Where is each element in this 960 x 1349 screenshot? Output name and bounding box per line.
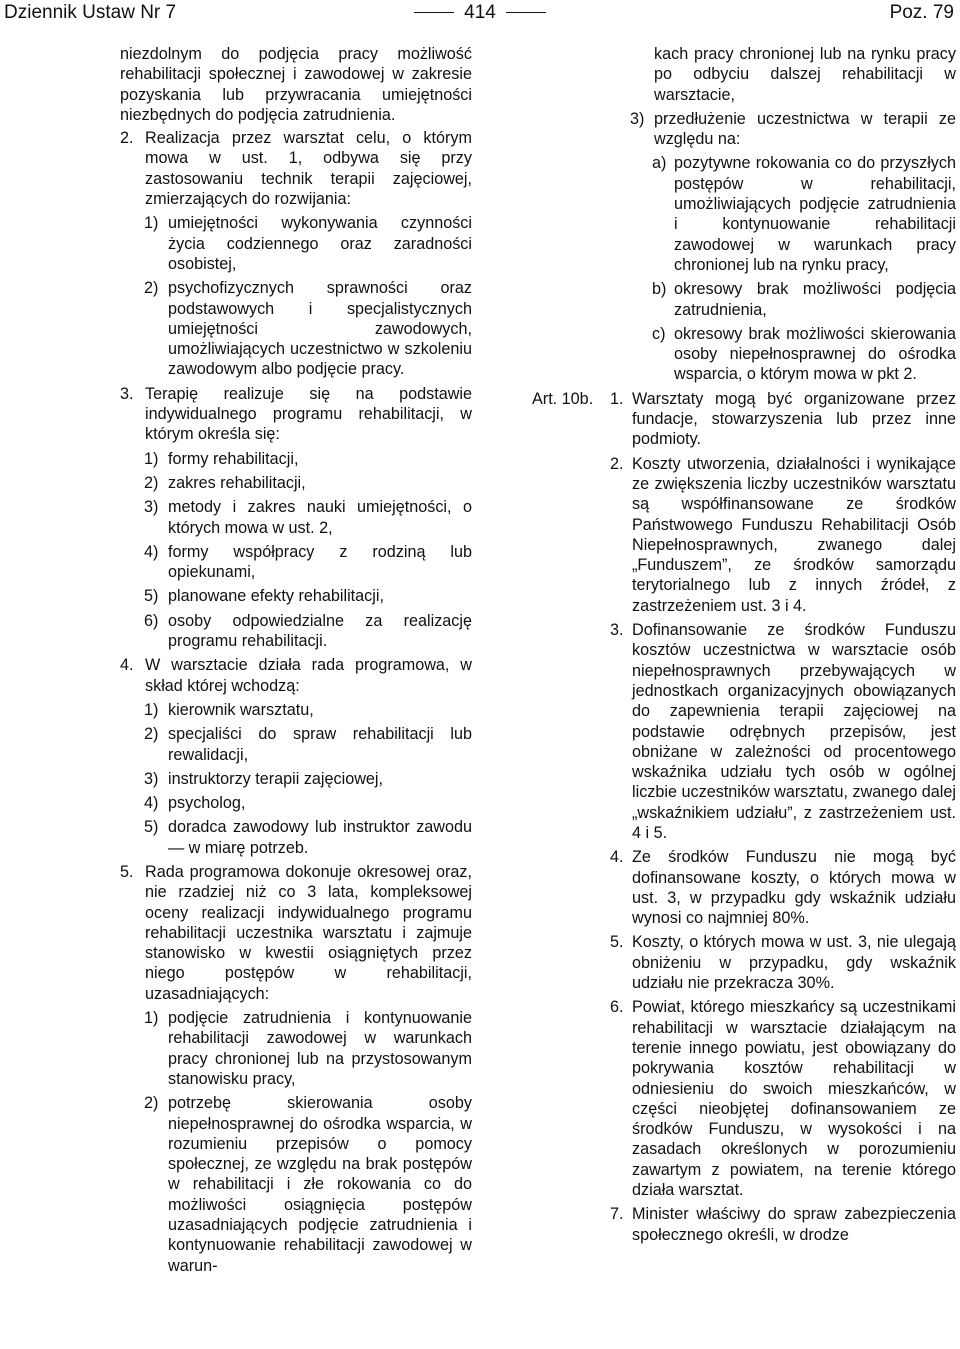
paragraph-text: Koszty utworzenia, działalności i wynikające ze zwiększenia liczby uczestników warsztatu są współfinansowane ze środków Państwowego Funduszu Rehabilitacji Osób Niepełnosprawnych, zwanego dalej „Funduszem”, ze środków samorządu terytorialnego lub z innych źródeł, z zastrzeżeniem ust. 3 i 4. bbox=[632, 454, 956, 615]
page-header bbox=[0, 0, 960, 26]
item-number: 2) bbox=[144, 473, 159, 492]
item-text: przedłużenie uczestnictwa w terapii ze względu na: bbox=[654, 109, 956, 149]
paragraph-number: 6. bbox=[610, 998, 624, 1017]
page-number-text: 414 bbox=[464, 2, 496, 23]
list-item bbox=[144, 278, 472, 379]
list-item bbox=[144, 1093, 472, 1276]
continuation-item bbox=[630, 44, 956, 105]
position-label: Poz. 79 bbox=[889, 2, 954, 23]
sub-item-letter: a) bbox=[652, 154, 667, 173]
left-column bbox=[120, 44, 472, 1280]
article-paragraph bbox=[610, 997, 956, 1200]
item-number: 2) bbox=[144, 1094, 159, 1113]
item-text: instruktorzy terapii zajęciowej, bbox=[168, 769, 384, 788]
paragraph-number: 5. bbox=[610, 933, 624, 952]
sub-item-text: pozytywne rokowania co do przyszłych postępów w rehabilitacji, umożliwiających podjęcie zatrudnienia i kontynuowanie rehabilitacji zawodowej w warunkach pracy chronionej lub na rynku pracy, bbox=[674, 154, 956, 274]
item-number: 1) bbox=[144, 449, 159, 468]
item-text: zakres rehabilitacji, bbox=[168, 473, 306, 492]
article-paragraph bbox=[610, 620, 956, 843]
sub-item bbox=[652, 279, 956, 320]
continuation-paragraph: niezdolnym do podjęcia pracy możliwość rehabilitacji społecznej i zawodowej w zakresie pozyskania lub przywracania umiejętności niezbędnych do podjęcia zatrudnienia. bbox=[120, 45, 472, 124]
sub-item-text: okresowy brak możliwości skierowania osoby niepełnosprawnej do ośrodka wsparcia, o którym mowa w pkt 2. bbox=[674, 324, 956, 384]
article-paragraph bbox=[610, 932, 956, 993]
item-text: umiejętności wykonywania czynności życia codziennego oraz zaradności osobistej, bbox=[168, 214, 472, 273]
list-item bbox=[144, 449, 472, 469]
page-number bbox=[0, 1, 960, 25]
item-number: 6) bbox=[144, 611, 159, 630]
item-text: psychofizycznych sprawności oraz podstawowych i specjalistycznych umiejętności zawodowych, umożliwiających uczestnictwo w szkoleniu zawodowym albo podjęcie pracy. bbox=[168, 279, 472, 379]
article-label: Art. 10b. bbox=[532, 389, 594, 408]
item-number: 4) bbox=[144, 542, 159, 561]
list-item bbox=[144, 793, 472, 813]
list-item bbox=[144, 586, 472, 606]
item-text: specjaliści do spraw rehabilitacji lub rewalidacji, bbox=[168, 725, 472, 764]
right-column bbox=[532, 44, 956, 1249]
sub-item-text: okresowy brak możliwości podjęcia zatrudnienia, bbox=[674, 280, 956, 319]
item-number: 3) bbox=[144, 498, 159, 517]
sub-item bbox=[652, 324, 956, 385]
item-number: 1) bbox=[144, 214, 159, 233]
list-item bbox=[144, 724, 472, 765]
paragraph-text: Warsztaty mogą być organizowane przez fundacje, stowarzyszenia lub przez inne podmioty. bbox=[632, 389, 956, 449]
list-item bbox=[144, 213, 472, 274]
item-text: kach pracy chronionej lub na rynku pracy po odbyciu dalszej rehabilitacji w warsztacie, bbox=[654, 45, 956, 104]
page-number-dash-right bbox=[506, 12, 546, 13]
item-number: 4) bbox=[144, 794, 159, 813]
item-number: 5) bbox=[144, 818, 159, 837]
list-item bbox=[144, 542, 472, 583]
paragraph-number: 3. bbox=[120, 384, 134, 403]
page-number-dash-left bbox=[414, 12, 454, 13]
list-item bbox=[144, 497, 472, 538]
sub-item-letter: c) bbox=[652, 324, 666, 343]
paragraph-2 bbox=[120, 128, 472, 209]
journal-title: Dziennik Ustaw Nr 7 bbox=[4, 2, 177, 23]
list-item bbox=[144, 611, 472, 652]
item-number: 3) bbox=[630, 109, 645, 128]
sub-item bbox=[652, 153, 956, 275]
paragraph-5 bbox=[120, 862, 472, 1004]
paragraph-text: Ze środków Funduszu nie mogą być dofinansowane koszty, o których mowa w ust. 3, w przypadku gdy wskaźnik udziału wynosi co najmniej 80%. bbox=[632, 848, 956, 928]
item-text: psycholog, bbox=[168, 794, 246, 813]
paragraph-number: 4. bbox=[120, 656, 134, 675]
item-number: 5) bbox=[144, 587, 159, 606]
list-item bbox=[144, 473, 472, 493]
item-text: doradca zawodowy lub instruktor zawodu — w miarę potrzeb. bbox=[168, 818, 472, 857]
article-10b bbox=[532, 389, 956, 450]
paragraph-text: W warsztacie działa rada programowa, w skład której wchodzą: bbox=[145, 656, 472, 695]
item-text: metody i zakres nauki umiejętności, o których mowa w ust. 2, bbox=[168, 498, 472, 537]
item-text: kierownik warsztatu, bbox=[168, 700, 314, 719]
item-number: 1) bbox=[144, 700, 159, 719]
paragraph-text: Koszty, o których mowa w ust. 3, nie ulegają obniżeniu w przypadku, gdy wskaźnik udziału nie przekracza 30%. bbox=[632, 933, 956, 993]
paragraph-number: 2. bbox=[610, 454, 624, 473]
item-text: podjęcie zatrudnienia i kontynuowanie rehabilitacji zawodowej w warunkach pracy chronionej lub na przystosowanym stanowisku pracy, bbox=[168, 1009, 472, 1088]
item-number: 2) bbox=[144, 725, 159, 744]
paragraph-text: Realizacja przez warsztat celu, o którym mowa w ust. 1, odbywa się przy zastosowaniu technik terapii zajęciowej, zmierzających do rozwijania: bbox=[145, 129, 472, 209]
item-text: formy rehabilitacji, bbox=[168, 449, 299, 468]
item-number: 1) bbox=[144, 1009, 159, 1028]
list-item bbox=[630, 109, 956, 150]
article-paragraph bbox=[610, 847, 956, 928]
list-item bbox=[144, 817, 472, 858]
paragraph-number: 2. bbox=[120, 129, 134, 148]
paragraph-text: Minister właściwy do spraw zabezpieczenia społecznego określi, w drodze bbox=[632, 1205, 956, 1244]
item-text: formy współpracy z rodziną lub opiekunami, bbox=[168, 542, 472, 582]
paragraph-text: Powiat, którego mieszkańcy są uczestnikami rehabilitacji w warsztacie działającym na terenie innego powiatu, jest obowiązany do pokrywania kosztów rehabilitacji w odniesieniu do swoich mieszkańców, w części nieobjętej dofinansowaniem ze środków Funduszu, w wysokości i na zasadach określonych w porozumieniu zawartym z powiatem, na terenie którego działa warsztat. bbox=[632, 998, 956, 1200]
item-number: 3) bbox=[144, 769, 159, 788]
paragraph-4 bbox=[120, 655, 472, 696]
paragraph-number: 1. bbox=[610, 389, 624, 408]
paragraph-number: 3. bbox=[610, 621, 624, 640]
paragraph-text: Rada programowa dokonuje okresowej oraz, nie rzadziej niż co 3 lata, kompleksowej oceny realizacji indywidualnego programu rehabilitacji uczestnika warsztatu i zajmuje stanowisko w kwestii osiągniętych przez niego postępów w rehabilitacji, uzasadniających: bbox=[145, 862, 472, 1003]
paragraph-number: 5. bbox=[120, 862, 134, 881]
item-text: planowane efekty rehabilitacji, bbox=[168, 587, 384, 606]
list-item bbox=[144, 769, 472, 789]
paragraph-text: Dofinansowanie ze środków Funduszu kosztów uczestnictwa w warsztacie osób niepełnosprawnych przebywających w jednostkach organizacyjnych obowiązanych do zapewnienia terapii zajęciowej na podstawie odrębnych przepisów, jest obniżane w zależności od procentowego wskaźnika udziału tych osób w ogólnej liczbie uczestników warsztatu, zwanego dalej „wskaźnikiem udziału”, z zastrzeżeniem ust. 4 i 5. bbox=[632, 621, 956, 842]
article-paragraph bbox=[610, 389, 956, 450]
list-item bbox=[144, 700, 472, 720]
article-paragraph bbox=[610, 454, 956, 616]
item-number: 2) bbox=[144, 279, 159, 298]
sub-item-letter: b) bbox=[652, 280, 667, 299]
item-text: potrzebę skierowania osoby niepełnosprawnej do ośrodka wsparcia, w rozumieniu przepisów o pomocy społecznej, ze względu na brak postępów w rehabilitacji i złe rokowania co do możliwości osiągnięcia postępów uzasadniających podjęcie zatrudnienia i kontynuowanie rehabilitacji zawodowej w warun- bbox=[168, 1094, 472, 1275]
item-text: osoby odpowiedzialne za realizację programu rehabilitacji. bbox=[168, 611, 472, 651]
paragraph-number: 7. bbox=[610, 1205, 624, 1224]
paragraph-3 bbox=[120, 384, 472, 445]
paragraph-number: 4. bbox=[610, 848, 624, 867]
list-item bbox=[144, 1008, 472, 1089]
paragraph-text: Terapię realizuje się na podstawie indywidualnego programu rehabilitacji, w którym określa się: bbox=[145, 384, 472, 444]
article-paragraph bbox=[610, 1204, 956, 1245]
